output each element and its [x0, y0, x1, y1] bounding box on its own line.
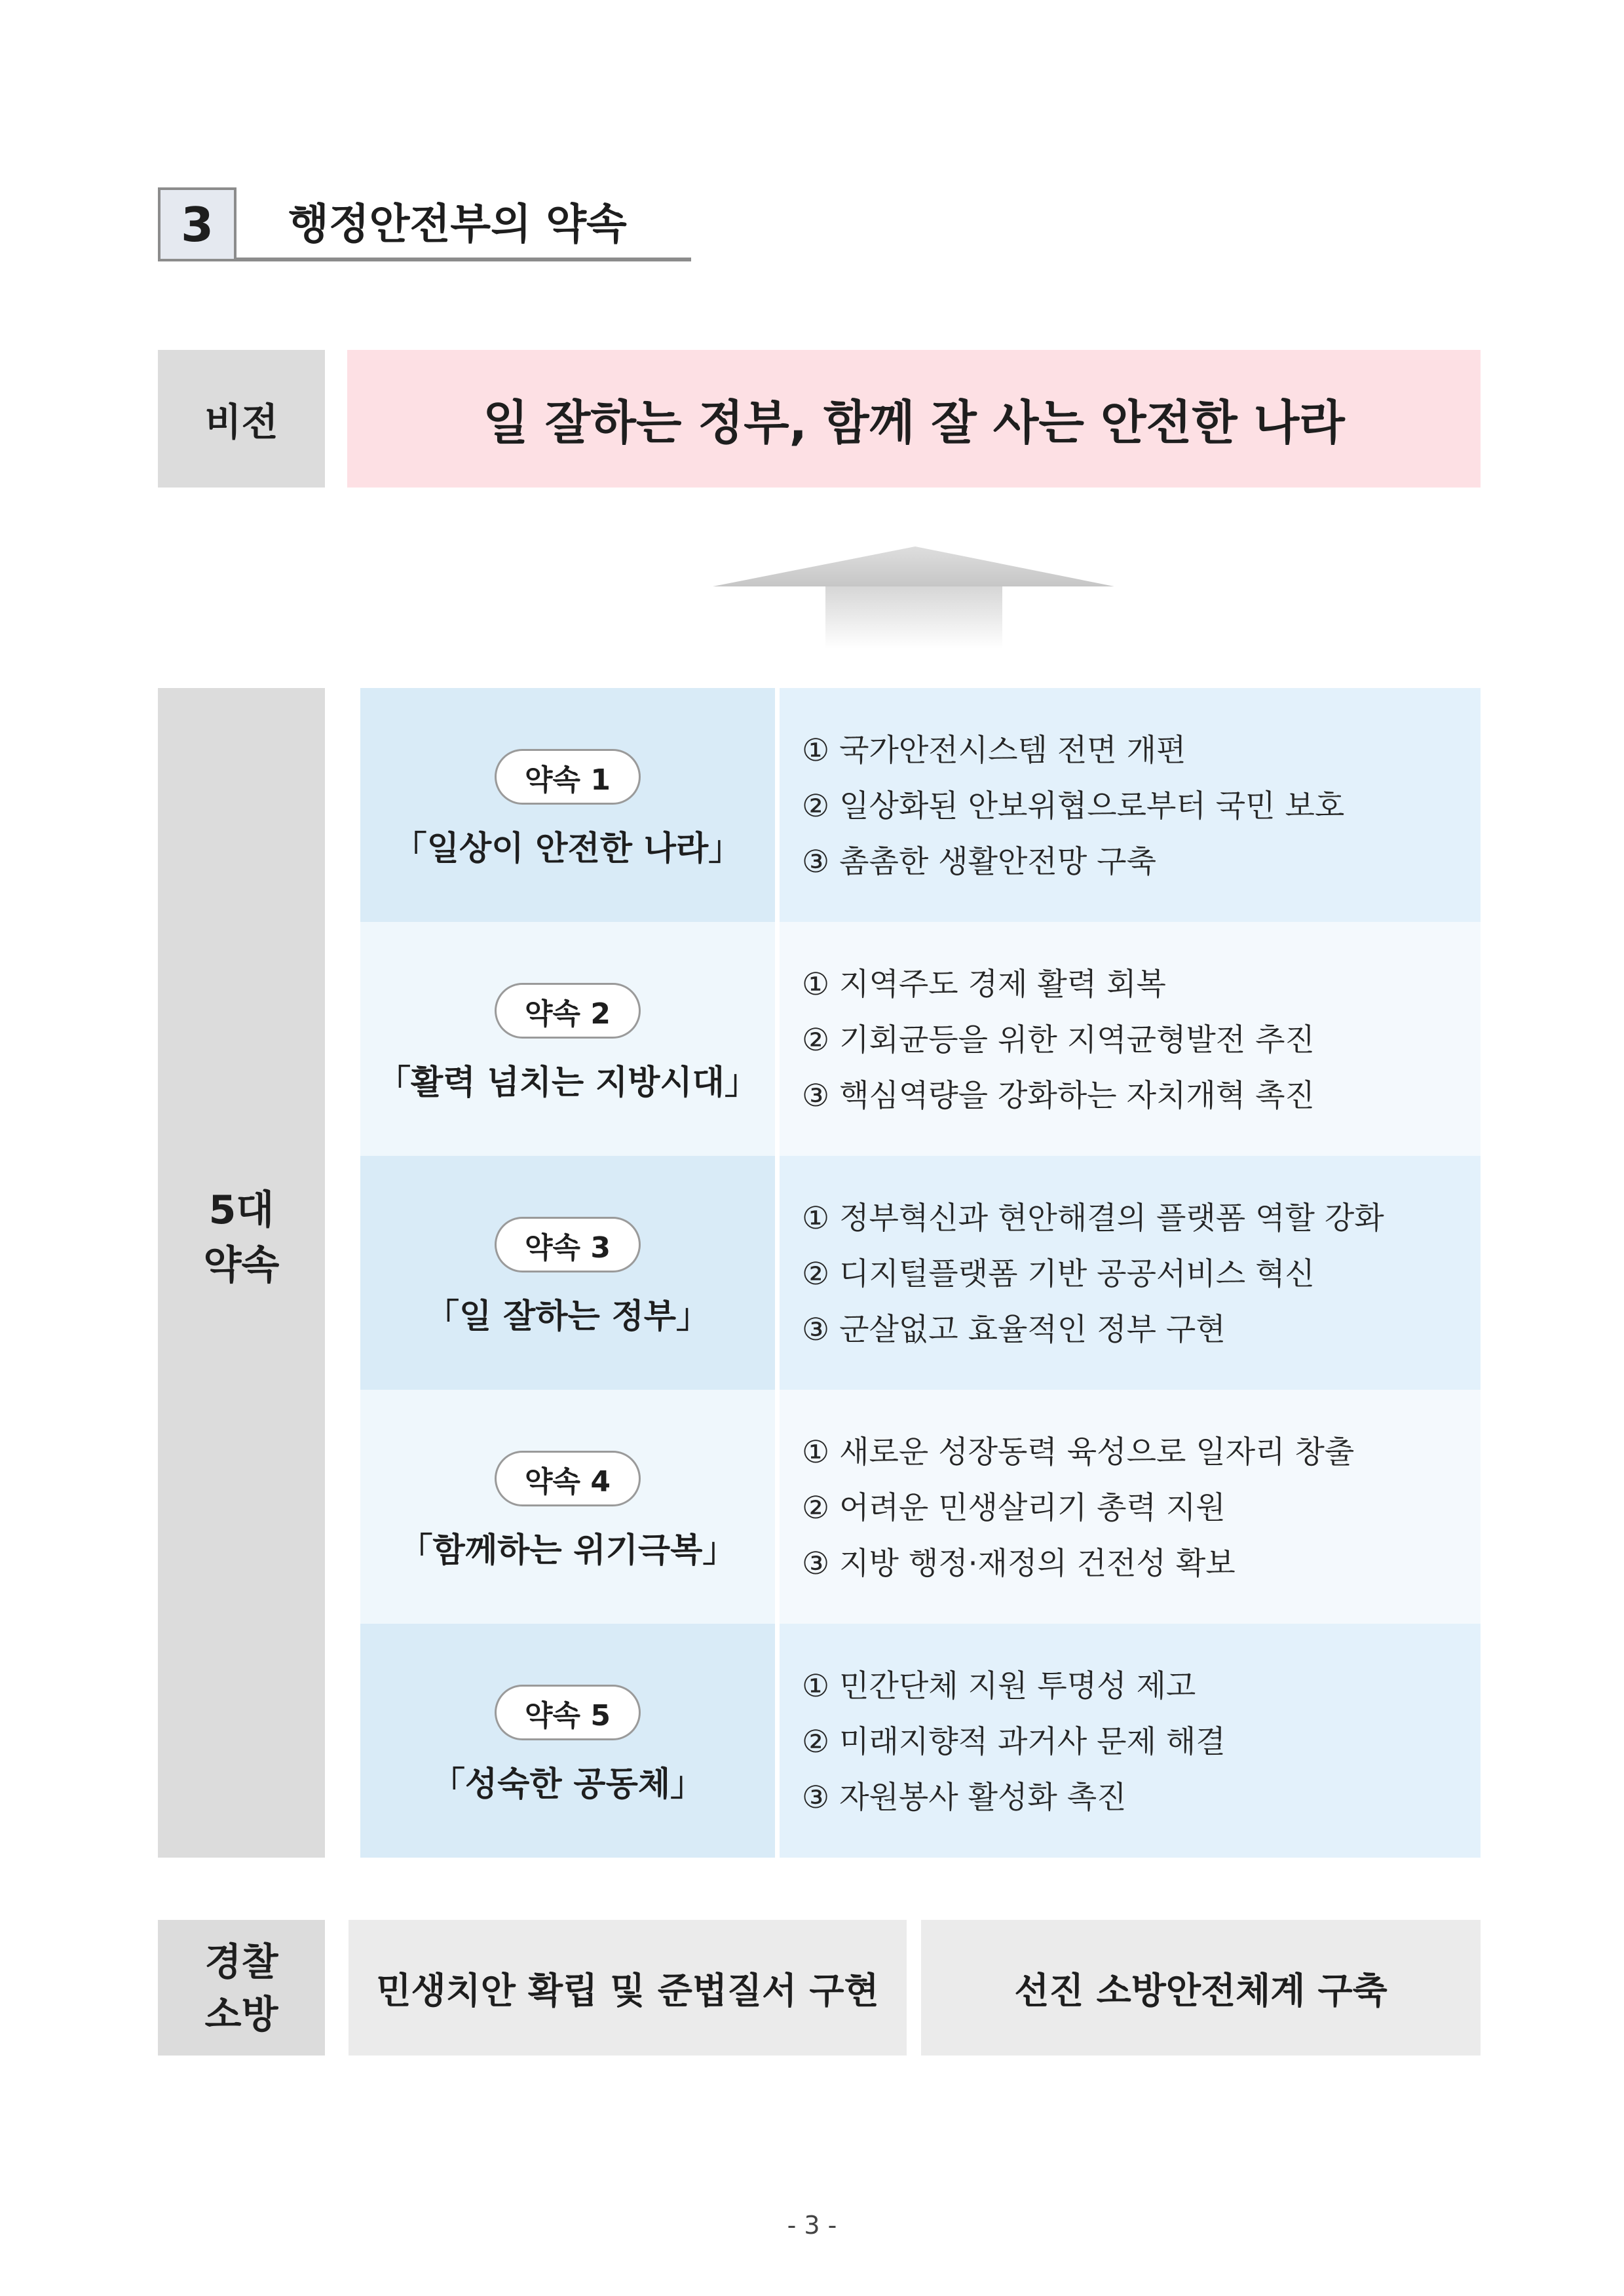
promise-tasks-cell [780, 1156, 1481, 1390]
promise-badge: 약속 5 [495, 1685, 641, 1740]
promise-title: 「활력 넘치는 지방시대」 [377, 1063, 758, 1102]
promise-title-cell [360, 1390, 775, 1624]
promise-row-4 [360, 1390, 1481, 1624]
promise-badge: 약속 3 [495, 1217, 641, 1272]
promise-title-cell [360, 688, 775, 922]
police-fire-label [158, 1920, 325, 2056]
task-list [802, 957, 1315, 1124]
task-item: ② 디지털플랫폼 기반 공공서비스 혁신 [802, 1256, 1315, 1292]
promise-title: 「함께하는 위기극복」 [399, 1531, 736, 1570]
promise-title-cell [360, 922, 775, 1156]
police-fire-label-line2: 소방 [204, 1991, 278, 2037]
task-item: ② 일상화된 안보위협으로부터 국민 보호 [802, 788, 1345, 824]
promise-title: 「일 잘하는 정부」 [425, 1297, 710, 1336]
section-title: 행정안전부의 약속 [288, 201, 627, 249]
page-number: - 3 - [787, 2211, 837, 2240]
task-item: ① 지역주도 경제 활력 회복 [802, 966, 1166, 1003]
task-item: ② 미래지향적 과거사 문제 해결 [802, 1724, 1226, 1760]
police-fire-label-line1: 경찰 [204, 1939, 278, 1984]
promise-row-1 [360, 688, 1481, 922]
section-number-box: 3 [158, 187, 236, 261]
promise-title: 「성숙한 공동체」 [431, 1765, 704, 1804]
promise-title-cell [360, 1624, 775, 1858]
task-list [802, 723, 1344, 890]
promise-row-3 [360, 1156, 1481, 1390]
task-item: ② 기회균등을 위한 지역균형발전 추진 [802, 1022, 1315, 1058]
up-arrow-icon [694, 537, 1133, 649]
section-title-underline [236, 258, 691, 261]
task-item: ③ 촘촘한 생활안전망 구축 [802, 844, 1156, 880]
promises-label-line1: 5대 [208, 1187, 274, 1233]
task-item: ① 국가안전시스템 전면 개편 [802, 733, 1186, 769]
task-item: ① 정부혁신과 현안해결의 플랫폼 역할 강화 [802, 1200, 1384, 1236]
task-item: ② 어려운 민생살리기 총력 지원 [802, 1490, 1226, 1526]
task-item: ① 새로운 성장동력 육성으로 일자리 창출 [802, 1434, 1355, 1470]
task-item: ③ 군살없고 효율적인 정부 구현 [802, 1312, 1226, 1348]
vision-statement: 일 잘하는 정부, 함께 잘 사는 안전한 나라 [347, 350, 1481, 488]
task-list [802, 1425, 1354, 1592]
promise-badge: 약속 1 [495, 749, 641, 805]
promise-badge: 약속 2 [495, 983, 641, 1039]
promise-tasks-cell [780, 1624, 1481, 1858]
promise-title-cell [360, 1156, 775, 1390]
task-item: ③ 핵심역량을 강화하는 자치개혁 촉진 [802, 1078, 1315, 1114]
promise-row-2 [360, 922, 1481, 1156]
task-list [802, 1658, 1226, 1826]
fire-goal: 선진 소방안전체계 구축 [921, 1920, 1481, 2056]
promise-tasks-cell [780, 1390, 1481, 1624]
promises-label [158, 688, 325, 1858]
promise-row-5 [360, 1624, 1481, 1858]
promise-tasks-cell [780, 922, 1481, 1156]
task-item: ③ 자원봉사 활성화 촉진 [802, 1780, 1127, 1816]
task-item: ① 민간단체 지원 투명성 제고 [802, 1668, 1196, 1704]
vision-label: 비전 [158, 350, 325, 488]
promise-tasks-cell [780, 688, 1481, 922]
promise-badge: 약속 4 [495, 1451, 641, 1506]
police-goal: 민생치안 확립 및 준법질서 구현 [349, 1920, 907, 2056]
promise-title: 「일상이 안전한 나라」 [393, 830, 742, 868]
task-list [802, 1191, 1384, 1358]
promises-label-line2: 약속 [203, 1242, 280, 1288]
task-item: ③ 지방 행정·재정의 건전성 확보 [802, 1546, 1236, 1582]
